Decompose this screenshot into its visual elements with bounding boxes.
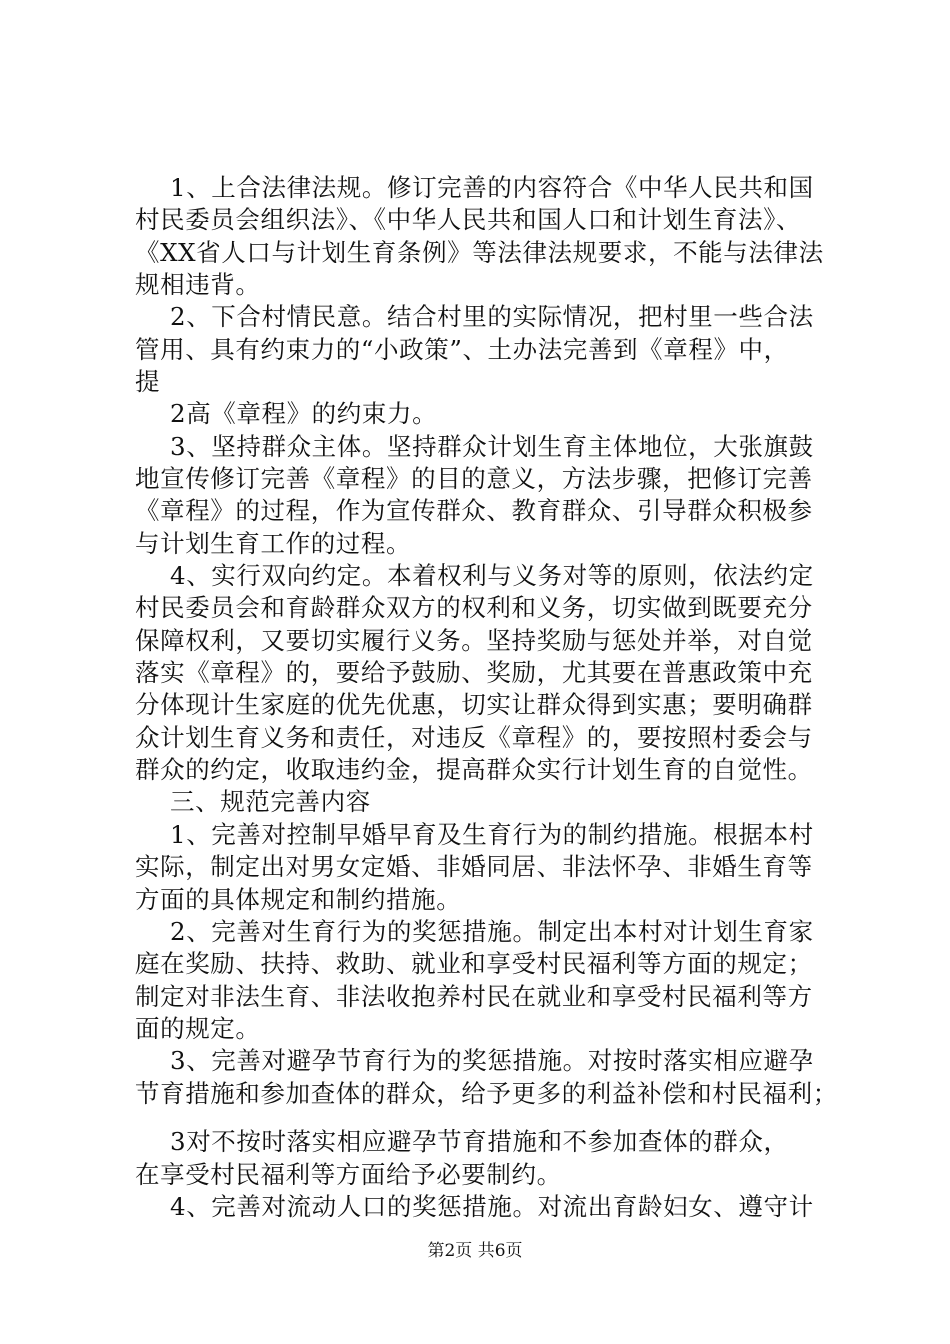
text-line: 节育措施和参加查体的群众，给予更多的利益补偿和村民福利； xyxy=(135,1078,838,1108)
text-line: 3、坚持群众主体。坚持群众计划生育主体地位，大张旗鼓 xyxy=(170,431,814,461)
text-line: 4、实行双向约定。本着权利与义务对等的原则，依法约定 xyxy=(170,561,814,591)
text-line: 群众的约定，收取违约金，提高群众实行计划生育的自觉性。 xyxy=(135,755,813,785)
text-line: 1、完善对控制早婚早育及生育行为的制约措施。根据本村 xyxy=(170,819,814,849)
text-line: 落实《章程》的，要给予鼓励、奖励，尤其要在普惠政策中充 xyxy=(135,658,813,688)
text-line: 制定对非法生育、非法收抱养村民在就业和享受村民福利等方 xyxy=(135,981,813,1011)
text-line: 2、完善对生育行为的奖惩措施。制定出本村对计划生育家 xyxy=(170,916,814,946)
text-line: 在享受村民福利等方面给予必要制约。 xyxy=(135,1159,562,1189)
text-line: 方面的具体规定和制约措施。 xyxy=(135,884,462,914)
page-footer: 第2页 共6页 xyxy=(427,1241,523,1261)
text-line: 庭在奖励、扶持、救助、就业和享受村民福利等方面的规定； xyxy=(135,949,813,979)
text-line: 提 xyxy=(135,367,161,397)
section-heading: 三、规范完善内容 xyxy=(170,787,371,817)
text-line: 4、完善对流动人口的奖惩措施。对流出育龄妇女、遵守计 xyxy=(170,1192,814,1221)
text-line: 地宣传修订完善《章程》的目的意义，方法步骤，把修订完善 xyxy=(135,464,813,494)
text-line: 实际，制定出对男女定婚、非婚同居、非法怀孕、非婚生育等 xyxy=(135,852,813,882)
text-line: 村民委员会和育龄群众双方的权利和义务，切实做到既要充分 xyxy=(135,593,813,623)
text-line: 2、下合村情民意。结合村里的实际情况，把村里一些合法 xyxy=(170,302,814,332)
text-line: 《XX省人口与计划生育条例》等法律法规要求，不能与法律法 xyxy=(135,237,824,267)
text-line: 3对不按时落实相应避孕节育措施和不参加查体的群众， xyxy=(170,1127,789,1157)
text-line: 保障权利，又要切实履行义务。坚持奖励与惩处并举，对自觉 xyxy=(135,625,813,655)
text-line: 2高《章程》的约束力。 xyxy=(170,399,438,429)
text-line: 管用、具有约束力的“小政策”、土办法完善到《章程》中， xyxy=(135,334,789,364)
text-line: 分体现计生家庭的优先优惠，切实让群众得到实惠；要明确群 xyxy=(135,690,813,720)
text-line: 《章程》的过程，作为宣传群众、教育群众、引导群众积极参 xyxy=(135,496,813,526)
text-line: 村民委员会组织法》、《中华人民共和国人口和计划生育法》、 xyxy=(135,205,802,235)
text-line: 1、上合法律法规。修订完善的内容符合《中华人民共和国 xyxy=(170,173,814,202)
text-line: 众计划生育义务和责任，对违反《章程》的，要按照村委会与 xyxy=(135,722,813,752)
text-line: 面的规定。 xyxy=(135,1013,261,1043)
text-line: 3、完善对避孕节育行为的奖惩措施。对按时落实相应避孕 xyxy=(170,1046,814,1076)
text-line: 与计划生育工作的过程。 xyxy=(135,528,412,558)
text-line: 规相违背。 xyxy=(135,270,261,300)
